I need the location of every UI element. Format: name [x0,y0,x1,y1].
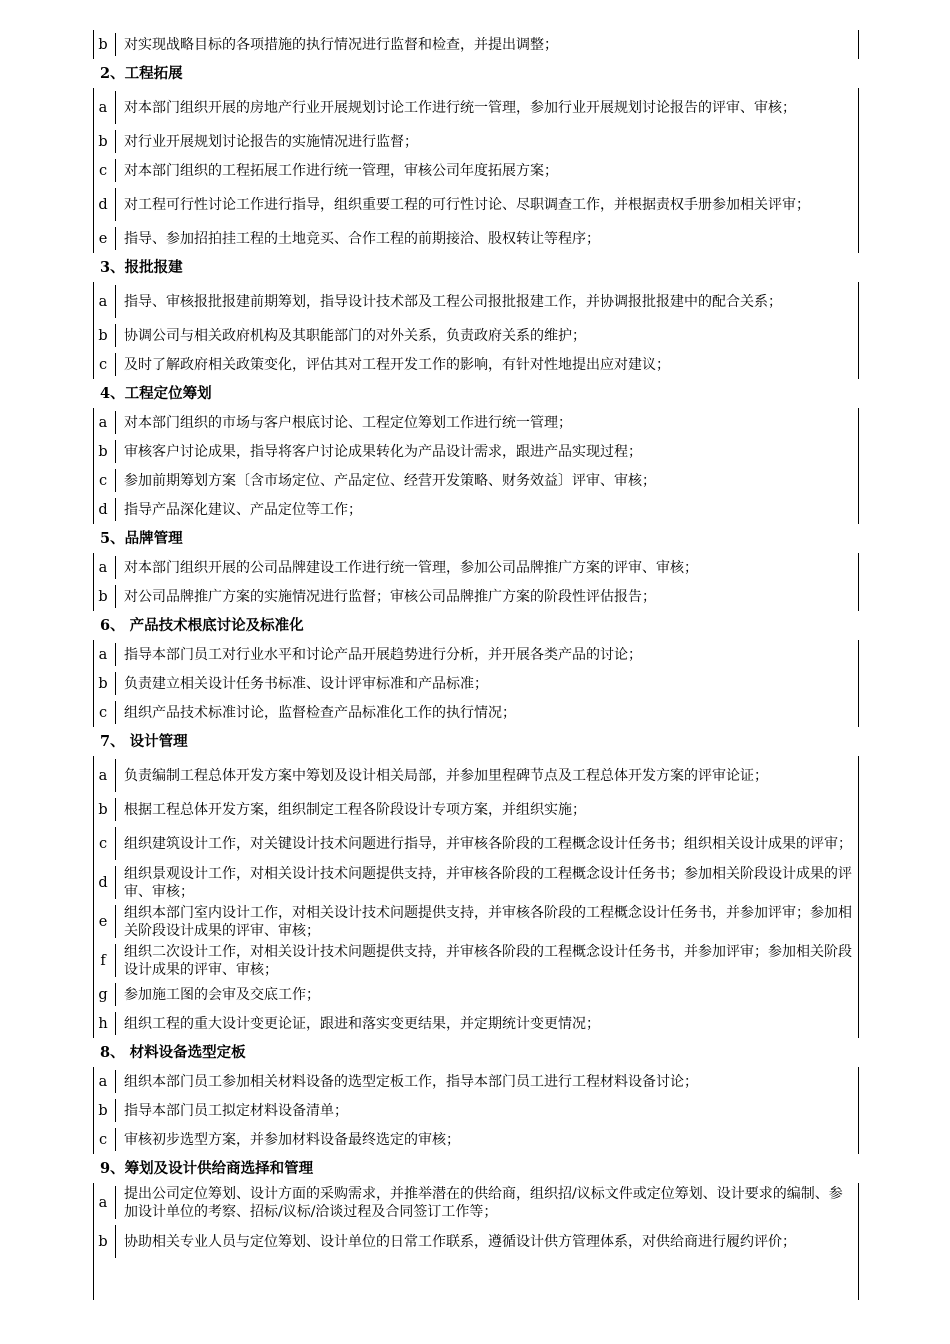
item-text: 指导本部门员工对行业水平和讨论产品开展趋势进行分析，并开展各类产品的讨论； [124,646,642,663]
duty-row [92,698,860,727]
item-letter: e [98,913,108,930]
column-divider [115,1128,116,1151]
item-text: 提出公司定位筹划、设计方面的采购需求，并推举潜在的供给商，组织招/议标文件或定位筹划、设计要求的编制、参加设计单位的考察、招标/议标/洽谈过程及合同签订工作等； [124,1185,843,1220]
column-divider [115,672,116,695]
column-divider [115,1186,116,1219]
item-text: 及时了解政府相关政策变化，评估其对工程开发工作的影响，有针对性地提出应对建议； [124,356,670,373]
item-letter: b [98,36,108,53]
item-text: 根据工程总体开发方案，组织制定工程各阶段设计专项方案，并组织实施； [124,801,586,818]
item-letter: a [98,99,108,116]
duty-row [92,980,860,1009]
item-letter: b [98,675,108,692]
duty-row [92,88,860,127]
column-divider [115,411,116,434]
column-divider [115,33,116,56]
section-heading: 9、筹划及设计供给商选择和管理 [92,1154,870,1183]
duty-row [92,224,860,253]
column-divider [115,759,116,792]
duty-row [92,1096,860,1125]
column-divider [115,983,116,1006]
item-letter: f [100,952,106,969]
item-letter: b [98,133,108,150]
column-divider [115,1012,116,1035]
duty-row [92,941,860,980]
item-text: 审核客户讨论成果，指导将客户讨论成果转化为产品设计需求，跟进产品实现过程； [124,443,642,460]
duty-row [92,1183,860,1222]
section-heading: 6、 产品技术根底讨论及标准化 [92,611,870,640]
duty-row [92,350,860,379]
item-text: 组织本部门员工参加相关材料设备的选型定板工作，指导本部门员工进行工程材料设备讨论； [124,1073,698,1090]
duty-row [92,185,860,224]
column-divider [115,556,116,579]
item-letter: b [98,1233,108,1250]
item-text: 对本部门组织开展的房地产行业开展规划讨论工作进行统一管理，参加行业开展规划讨论报告的评审、审核； [124,99,796,116]
column-divider [115,324,116,347]
column-divider [115,440,116,463]
duty-row [92,582,860,611]
item-text: 负责建立相关设计任务书标准、设计评审标准和产品标准； [124,675,488,692]
duty-row [92,466,860,495]
item-text: 参加施工图的会审及交底工作； [124,986,320,1003]
item-text: 指导产品深化建议、产品定位等工作； [124,501,362,518]
column-divider [115,701,116,724]
column-divider [115,285,116,318]
item-text: 指导、审核报批报建前期筹划，指导设计技术部及工程公司报批报建工作，并协调报批报建中的配合关系； [124,293,782,310]
column-divider [115,469,116,492]
item-letter: b [98,1102,108,1119]
item-letter: a [98,293,108,310]
column-divider [115,498,116,521]
duty-row [92,756,860,795]
item-letter: d [98,196,108,213]
item-text: 组织本部门室内设计工作，对相关设计技术问题提供支持，并审核各阶段的工程概念设计任务书，并参加评审；参加相关阶段设计成果的评审、审核； [124,904,852,939]
item-text: 审核初步选型方案，并参加材料设备最终选定的审核； [124,1131,460,1148]
duty-row [92,1067,860,1096]
item-letter: g [98,986,108,1003]
item-text: 组织景观设计工作，对相关设计技术问题提供支持，并审核各阶段的工程概念设计任务书；参加相关阶段设计成果的评审、审核； [124,865,852,900]
item-letter: a [98,414,108,431]
item-letter: h [98,1015,108,1032]
duty-row [92,156,860,185]
duty-row [92,30,860,59]
section-heading: 8、 材料设备选型定板 [92,1038,870,1067]
duty-row [92,408,860,437]
item-text: 组织产品技术标准讨论，监督检查产品标准化工作的执行情况； [124,704,516,721]
item-text: 指导本部门员工拟定材料设备清单； [124,1102,348,1119]
column-divider [115,188,116,221]
item-letter: c [98,1131,108,1148]
item-text: 协助相关专业人员与定位筹划、设计单位的日常工作联系，遵循设计供方管理体系，对供给商进行履约评价； [124,1233,796,1250]
duty-row [92,669,860,698]
item-letter: d [98,874,108,891]
column-divider [115,905,116,938]
section-heading: 3、报批报建 [92,253,870,282]
duty-row [92,640,860,669]
duty-row [92,1009,860,1038]
item-text: 协调公司与相关政府机构及其职能部门的对外关系，负责政府关系的维护； [124,327,586,344]
item-text: 组织建筑设计工作，对关键设计技术问题进行指导，并审核各阶段的工程概念设计任务书；组织相关设计成果的评审； [124,835,852,852]
item-text: 对本部门组织的工程拓展工作进行统一管理，审核公司年度拓展方案； [124,162,558,179]
item-text: 组织工程的重大设计变更论证，跟进和落实变更结果，并定期统计变更情况； [124,1015,600,1032]
column-divider [115,227,116,250]
duty-row [92,1125,860,1154]
column-divider [115,1225,116,1258]
item-letter: b [98,801,108,818]
column-divider [115,91,116,124]
column-divider [115,827,116,860]
duty-row [92,127,860,156]
item-letter: b [98,443,108,460]
item-text: 对工程可行性讨论工作进行指导，组织重要工程的可行性讨论、尽职调查工作，并根据责权手册参加相关评审； [124,196,810,213]
item-letter: a [98,767,108,784]
section-heading: 4、工程定位筹划 [92,379,870,408]
responsibility-table [92,30,860,1261]
item-text: 对公司品牌推广方案的实施情况进行监督；审核公司品牌推广方案的阶段性评估报告； [124,588,656,605]
duty-row [92,437,860,466]
item-text: 对本部门组织开展的公司品牌建设工作进行统一管理，参加公司品牌推广方案的评审、审核； [124,559,698,576]
item-letter: c [98,162,108,179]
item-letter: a [98,559,108,576]
item-text: 对本部门组织的市场与客户根底讨论、工程定位筹划工作进行统一管理； [124,414,572,431]
duty-row [92,863,860,902]
column-divider [115,798,116,821]
item-text: 对行业开展规划讨论报告的实施情况进行监督； [124,133,418,150]
column-divider [115,353,116,376]
item-text: 参加前期筹划方案〔含市场定位、产品定位、经营开发策略、财务效益〕评审、审核； [124,472,656,489]
item-letter: a [98,1073,108,1090]
item-text: 指导、参加招拍挂工程的土地竞买、合作工程的前期接洽、股权转让等程序； [124,230,600,247]
item-text: 组织二次设计工作，对相关设计技术问题提供支持，并审核各阶段的工程概念设计任务书，并参加评审；参加相关阶段设计成果的评审、审核； [124,943,852,978]
duty-row [92,902,860,941]
duty-row [92,1222,860,1261]
item-letter: c [98,835,108,852]
item-letter: a [98,1194,108,1211]
item-letter: b [98,588,108,605]
column-divider [115,866,116,899]
item-text: 负责编制工程总体开发方案中筹划及设计相关局部，并参加里程碑节点及工程总体开发方案的评审论证； [124,767,768,784]
item-letter: a [98,646,108,663]
column-divider [115,944,116,977]
section-heading: 7、 设计管理 [92,727,870,756]
item-letter: c [98,704,108,721]
item-letter: c [98,472,108,489]
duty-row [92,824,860,863]
column-divider [115,585,116,608]
duty-row [92,495,860,524]
duty-row [92,553,860,582]
column-divider [115,1070,116,1093]
item-letter: e [98,230,108,247]
column-divider [115,1099,116,1122]
column-divider [115,130,116,153]
column-divider [115,159,116,182]
column-divider [115,643,116,666]
item-letter: c [98,356,108,373]
item-text: 对实现战略目标的各项措施的执行情况进行监督和检查，并提出调整； [124,36,558,53]
section-heading: 2、工程拓展 [92,59,870,88]
duty-row [92,321,860,350]
duty-row [92,795,860,824]
item-letter: b [98,327,108,344]
item-letter: d [98,501,108,518]
section-heading: 5、品牌管理 [92,524,870,553]
duty-row [92,282,860,321]
